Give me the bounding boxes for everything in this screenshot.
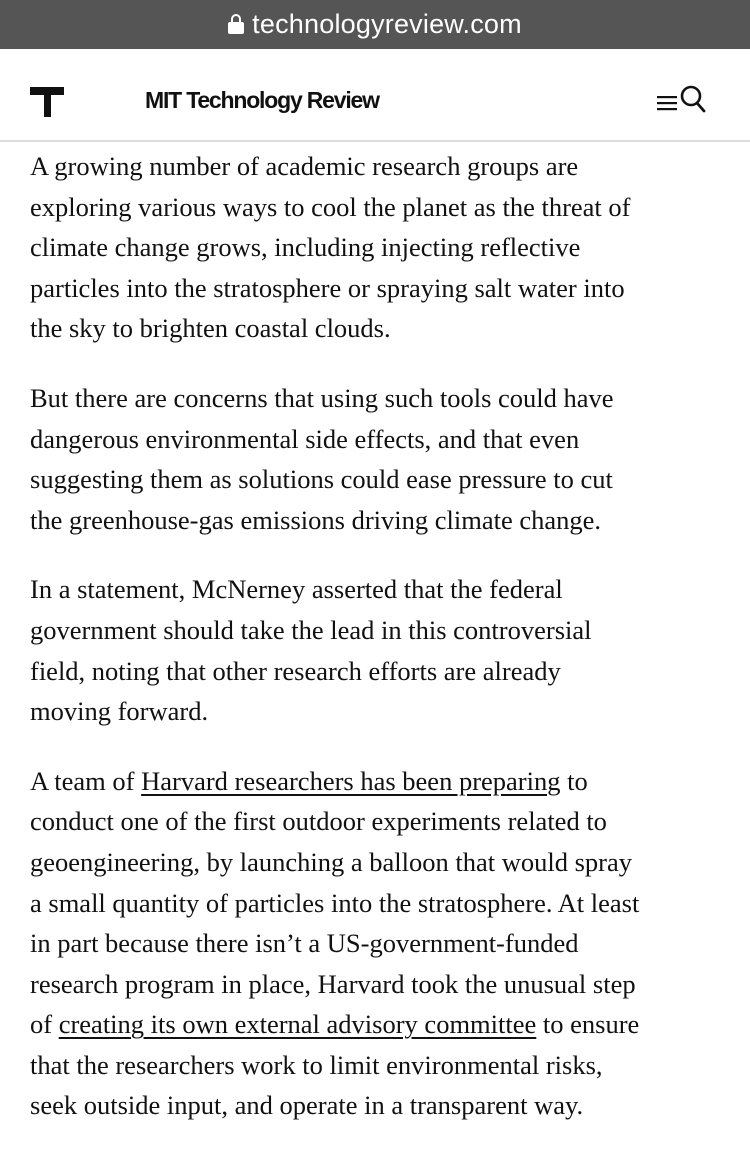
text-line: that the researchers work to limit environmental risks, [30, 1049, 603, 1080]
text-segment: A team of [30, 765, 142, 796]
site-header [0, 49, 750, 142]
paragraph-3 [30, 569, 730, 731]
text-line: particles into the stratosphere or spraying salt water into [30, 272, 625, 303]
text-line: government should take the lead in this controversial [30, 614, 592, 645]
article-body [30, 146, 730, 1155]
text-line: moving forward. [30, 696, 209, 727]
text-line: geoengineering, by launching a balloon that would spray [30, 846, 632, 877]
text-line: climate change grows, including injecting reflective [30, 232, 581, 263]
url-text[interactable]: technologyreview.com [252, 9, 522, 39]
text-line: exploring various ways to cool the planet as the threat of [30, 191, 631, 222]
paragraph-2 [30, 378, 730, 540]
advisory-committee-link[interactable]: creating its own external advisory committee [58, 1009, 537, 1040]
mit-t-logo-icon[interactable] [30, 87, 64, 117]
text-line: field, noting that other research efforts are already [30, 655, 561, 686]
text-segment: of [30, 1009, 59, 1040]
text-line: But there are concerns that using such tools could have [30, 382, 614, 413]
text-line: A growing number of academic research groups are [30, 151, 579, 181]
paragraph-1 [30, 146, 730, 349]
harvard-researchers-link[interactable]: Harvard researchers has been preparing [141, 765, 561, 796]
menu-search-icon[interactable] [657, 84, 707, 116]
text-segment: to ensure [536, 1009, 640, 1040]
text-line: conduct one of the first outdoor experiments related to [30, 806, 607, 837]
text-line: research program in place, Harvard took the unusual step [30, 968, 636, 999]
text-line: dangerous environmental side effects, and that even [30, 423, 580, 454]
text-line: the sky to brighten coastal clouds. [30, 313, 391, 344]
text-line: the greenhouse-gas emissions driving climate change. [30, 504, 602, 535]
browser-address-bar[interactable] [0, 0, 750, 49]
text-line: seek outside input, and operate in a transparent way. [30, 1090, 584, 1121]
lock-icon [228, 14, 244, 34]
text-line: In a statement, McNerney asserted that the federal [30, 574, 563, 605]
text-line: in part because there isn’t a US-government-funded [30, 928, 579, 959]
paragraph-4 [30, 761, 730, 1126]
text-line: a small quantity of particles into the stratosphere. At least [30, 887, 640, 918]
text-segment: to [560, 765, 588, 796]
brand-logo-text[interactable]: MIT Technology Review [145, 87, 379, 113]
text-line: suggesting them as solutions could ease pressure to cut [30, 464, 613, 495]
